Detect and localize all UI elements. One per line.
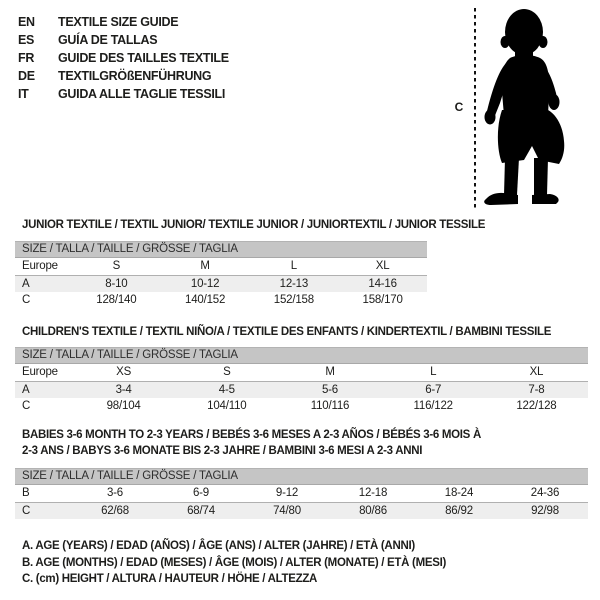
cell: 6-7 bbox=[425, 383, 442, 396]
cell: M bbox=[325, 366, 335, 378]
cell: 9-12 bbox=[275, 487, 299, 499]
cell: 6-9 bbox=[192, 487, 210, 499]
language-code: IT bbox=[18, 87, 29, 101]
size-header-bar: SIZE / TALLA / TAILLE / GRÖSSE / TAGLIA bbox=[15, 347, 588, 364]
cell: 10-12 bbox=[190, 277, 220, 290]
language-row-fr bbox=[18, 49, 229, 67]
cell: 3-6 bbox=[106, 487, 124, 499]
language-label: GUIDE DES TAILLES TEXTILE bbox=[58, 51, 229, 65]
table-row bbox=[15, 485, 588, 503]
cell: 8-10 bbox=[105, 277, 128, 290]
height-measure-line bbox=[474, 8, 476, 208]
row-label: A bbox=[22, 383, 30, 396]
language-row-es bbox=[18, 31, 229, 49]
cell: L bbox=[290, 260, 297, 272]
cell: 4-5 bbox=[218, 383, 235, 396]
cell: 24-36 bbox=[530, 487, 560, 499]
cell: 12-13 bbox=[279, 277, 309, 290]
cell: 86/92 bbox=[445, 504, 473, 517]
legend-line-b: B. AGE (MONTHS) / EDAD (MESES) / ÂGE (MOIS) / ALTER (MONATE) / ETÀ (MESI) bbox=[22, 556, 447, 569]
children-table-title: CHILDREN'S TEXTILE / TEXTIL NIÑO/A / TEXTILE DES ENFANTS / KINDERTEXTIL / BAMBINI TESSILE bbox=[22, 326, 552, 338]
language-code: EN bbox=[18, 15, 35, 29]
language-row-de bbox=[18, 67, 229, 85]
cell: 80/86 bbox=[359, 504, 387, 517]
size-table-children bbox=[15, 347, 588, 415]
cell: 122/128 bbox=[516, 400, 557, 412]
language-list bbox=[18, 13, 229, 103]
cell: M bbox=[200, 260, 210, 272]
language-label: GUIDA ALLE TAGLIE TESSILI bbox=[58, 87, 226, 101]
table-row bbox=[15, 382, 588, 399]
legend-line-c: C. (cm) HEIGHT / ALTURA / HAUTEUR / HÖHE / ALTEZZA bbox=[22, 573, 318, 585]
cell: 104/110 bbox=[207, 400, 247, 412]
cell: 98/104 bbox=[106, 400, 141, 412]
language-label: TEXTILGRÖßENFÜHRUNG bbox=[58, 69, 212, 83]
cell: 3-4 bbox=[115, 383, 132, 396]
language-label: TEXTILE SIZE GUIDE bbox=[58, 15, 179, 29]
cell: 5-6 bbox=[321, 383, 339, 396]
cell: 158/170 bbox=[362, 294, 403, 306]
table-row bbox=[15, 398, 588, 415]
row-label: Europe bbox=[22, 366, 58, 378]
cell: 7-8 bbox=[528, 383, 545, 396]
size-table-babies bbox=[15, 468, 588, 519]
row-label: C bbox=[22, 400, 31, 412]
table-row bbox=[15, 292, 427, 309]
cell: 14-16 bbox=[368, 277, 397, 290]
language-label: GUÍA DE TALLAS bbox=[58, 33, 158, 47]
row-label: Europe bbox=[22, 260, 58, 272]
language-code: FR bbox=[18, 51, 35, 65]
cell: XS bbox=[116, 366, 132, 378]
row-label: B bbox=[22, 487, 30, 499]
junior-table-title: JUNIOR TEXTILE / TEXTIL JUNIOR/ TEXTILE JUNIOR / JUNIORTEXTIL / JUNIOR TESSILE bbox=[22, 219, 486, 231]
cell: S bbox=[112, 260, 121, 272]
table-row bbox=[15, 364, 588, 382]
cell: L bbox=[430, 366, 437, 378]
size-header-bar: SIZE / TALLA / TAILLE / GRÖSSE / TAGLIA bbox=[15, 241, 427, 258]
table-row bbox=[15, 276, 427, 293]
legend-line-a: A. AGE (YEARS) / EDAD (AÑOS) / ÂGE (ANS) / ALTER (JAHRE) / ETÀ (ANNI) bbox=[22, 540, 415, 552]
size-header-bar: SIZE / TALLA / TAILLE / GRÖSSE / TAGLIA bbox=[15, 468, 588, 485]
cell: S bbox=[223, 366, 231, 378]
language-code: ES bbox=[18, 33, 35, 47]
table-row bbox=[15, 258, 427, 276]
language-code: DE bbox=[18, 69, 35, 83]
legend bbox=[22, 538, 446, 588]
cell: 18-24 bbox=[444, 487, 474, 499]
language-row-it bbox=[18, 85, 229, 103]
cell: 128/140 bbox=[96, 294, 137, 306]
cell: 116/122 bbox=[413, 400, 453, 412]
language-row-en bbox=[18, 13, 229, 31]
cell: 140/152 bbox=[185, 294, 226, 306]
cell: 110/116 bbox=[310, 400, 350, 412]
height-measure-label: C bbox=[454, 100, 464, 114]
cell: 68/74 bbox=[187, 504, 215, 517]
row-label: A bbox=[22, 277, 30, 290]
cell: 12-18 bbox=[358, 487, 388, 499]
cell: 152/158 bbox=[273, 294, 314, 306]
size-table-junior bbox=[15, 241, 427, 309]
row-label: C bbox=[22, 504, 31, 517]
babies-table-title: BABIES 3-6 MONTH TO 2-3 YEARS / BEBÉS 3-6 MESES A 2-3 AÑOS / BÉBÉS 3-6 MOIS À 2-3 ANS / BABYS 3-6 MONATE BIS 2-3 JAHRE / BAMBINI 3-6 MESI A 2-3 ANNI bbox=[22, 429, 481, 457]
toddler-silhouette bbox=[478, 4, 598, 212]
cell: XL bbox=[375, 260, 390, 272]
cell: 74/80 bbox=[273, 504, 301, 517]
table-row bbox=[15, 503, 588, 520]
row-label: C bbox=[22, 294, 31, 306]
cell: XL bbox=[529, 366, 544, 378]
cell: 92/98 bbox=[531, 504, 559, 517]
cell: 62/68 bbox=[101, 504, 129, 517]
